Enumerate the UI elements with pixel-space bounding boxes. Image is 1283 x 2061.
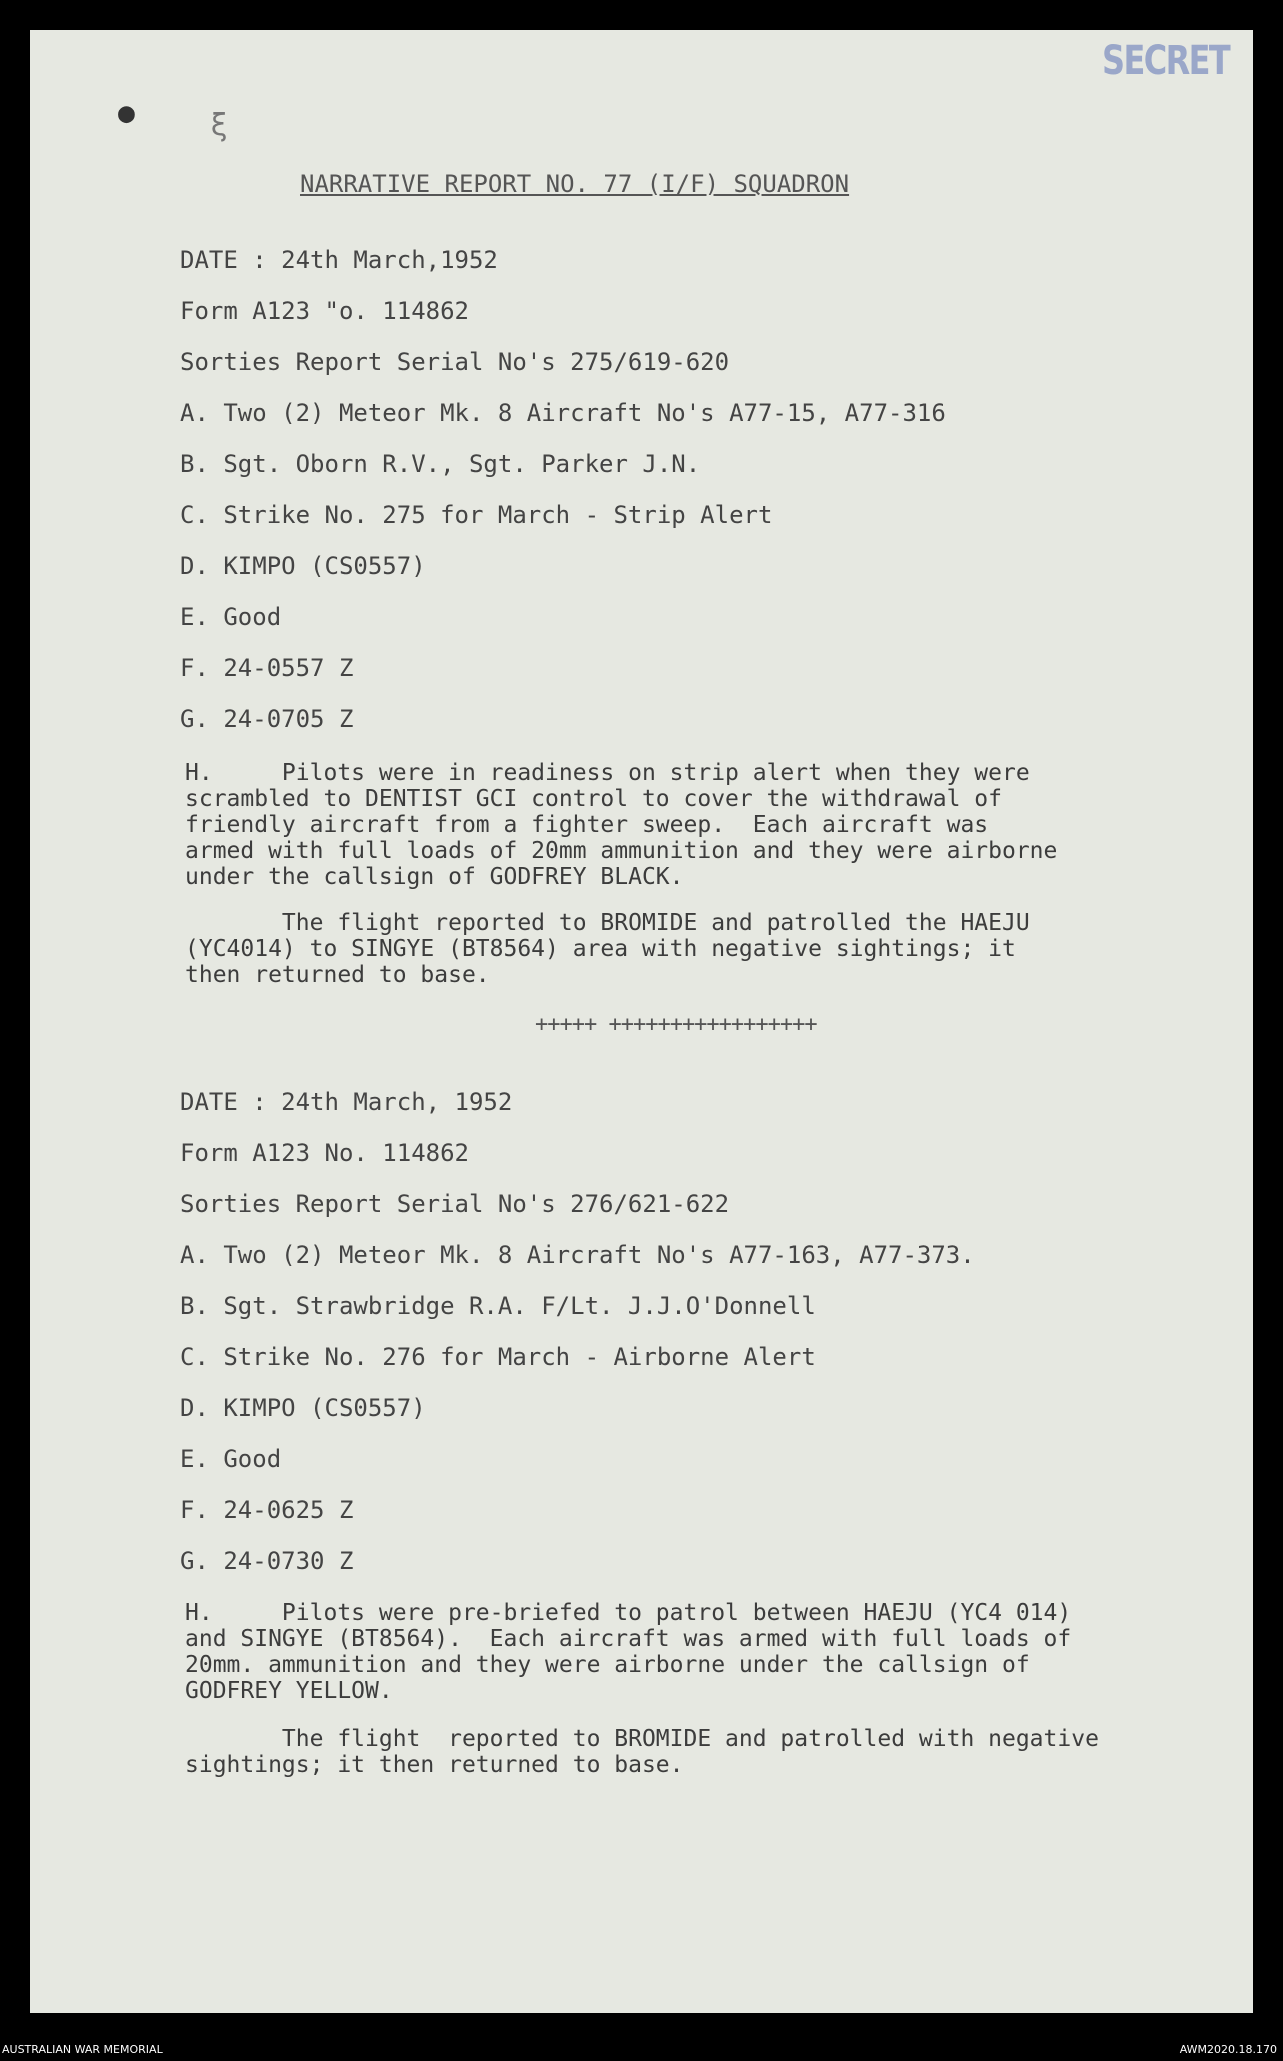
report2-item-g: G. 24-0730 Z bbox=[180, 1547, 354, 1575]
report2-sorties: Sorties Report Serial No's 276/621-622 bbox=[180, 1190, 730, 1218]
ink-mark: ● bbox=[118, 96, 135, 129]
report1-item-d: D. KIMPO (CS0557) bbox=[180, 552, 426, 580]
report2-form: Form A123 No. 114862 bbox=[180, 1139, 469, 1167]
report1-item-f: F. 24-0557 Z bbox=[180, 654, 354, 682]
secret-stamp: SECRET bbox=[1102, 38, 1230, 84]
report2-item-h: H. Pilots were pre-briefed to patrol between HAEJU (YC4 014) and SINGYE (BT8564). Each aircraft was armed with full loads of 20mm. ammunition and they were airborne under the callsign of GODFREY YELLOW. bbox=[185, 1600, 1072, 1704]
section-separator: +++++ +++++++++++++++++ bbox=[535, 1012, 817, 1037]
report1-date: DATE : 24th March,1952 bbox=[180, 246, 498, 274]
report1-sorties: Sorties Report Serial No's 275/619-620 bbox=[180, 348, 730, 376]
report1-item-a: A. Two (2) Meteor Mk. 8 Aircraft No's A77-15, A77-316 bbox=[180, 399, 946, 427]
report1-form: Form A123 "o. 114862 bbox=[180, 297, 469, 325]
report2-item-c: C. Strike No. 276 for March - Airborne Alert bbox=[180, 1343, 816, 1371]
report2-item-b: B. Sgt. Strawbridge R.A. F/Lt. J.J.O'Donnell bbox=[180, 1292, 816, 1320]
report1-closing: The flight reported to BROMIDE and patrolled the HAEJU (YC4014) to SINGYE (BT8564) area with negative sightings; it then returned to base. bbox=[185, 910, 1030, 988]
report1-item-c: C. Strike No. 275 for March - Strip Alert bbox=[180, 501, 773, 529]
report1-item-e: E. Good bbox=[180, 603, 282, 631]
report2-date: DATE : 24th March, 1952 bbox=[180, 1088, 513, 1116]
report2-item-f: F. 24-0625 Z bbox=[180, 1496, 354, 1524]
report1-item-g: G. 24-0705 Z bbox=[180, 705, 354, 733]
report2-item-e: E. Good bbox=[180, 1445, 282, 1473]
pencil-mark: ξ bbox=[210, 108, 229, 143]
report-title: NARRATIVE REPORT NO. 77 (I/F) SQUADRON bbox=[300, 170, 850, 198]
report1-item-h: H. Pilots were in readiness on strip alert when they were scrambled to DENTIST GCI control to cover the withdrawal of friendly aircraft from a fighter sweep. Each aircraft was armed with full loads of 20mm ammunition and they were airborne under the callsign of GODFREY BLACK. bbox=[185, 760, 1058, 890]
footer-institution: AUSTRALIAN WAR MEMORIAL bbox=[2, 2043, 163, 2056]
report2-item-a: A. Two (2) Meteor Mk. 8 Aircraft No's A77-163, A77-373. bbox=[180, 1241, 975, 1269]
footer-accession-number: AWM2020.18.170 bbox=[1179, 2043, 1277, 2056]
report2-item-d: D. KIMPO (CS0557) bbox=[180, 1394, 426, 1422]
report1-item-b: B. Sgt. Oborn R.V., Sgt. Parker J.N. bbox=[180, 450, 701, 478]
report2-closing: The flight reported to BROMIDE and patrolled with negative sightings; it then returned to base. bbox=[185, 1726, 1099, 1778]
